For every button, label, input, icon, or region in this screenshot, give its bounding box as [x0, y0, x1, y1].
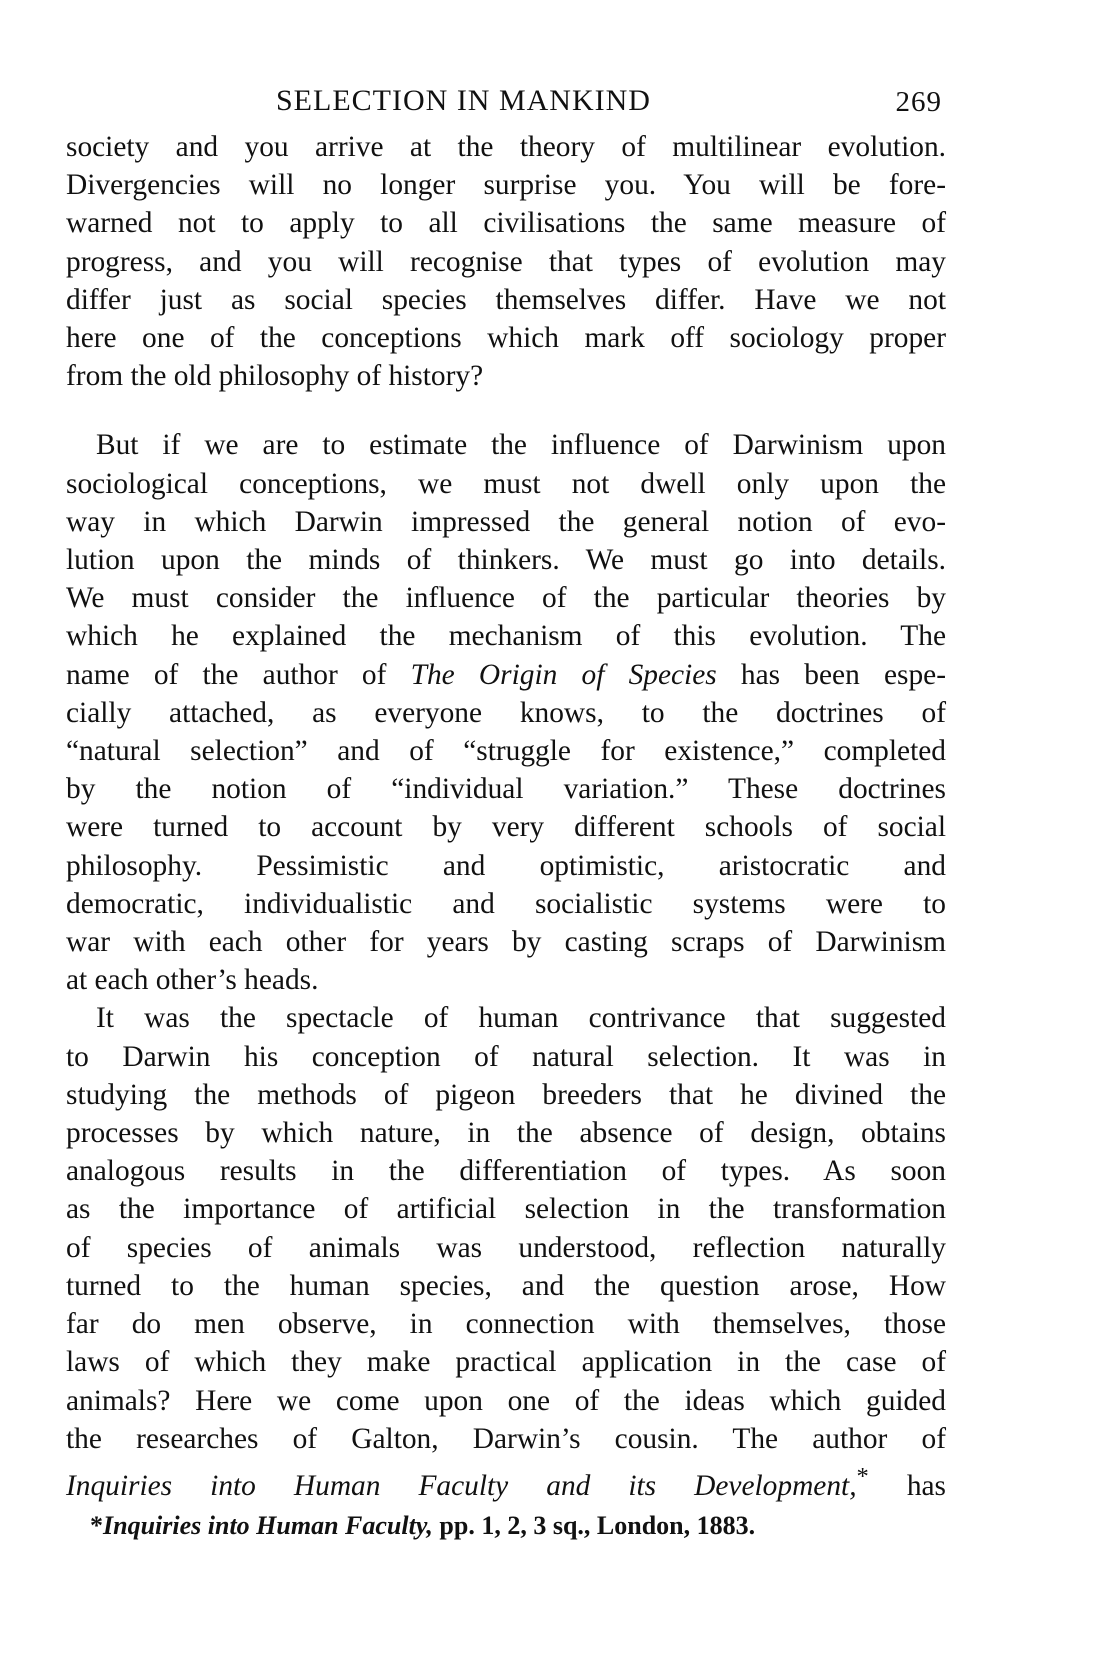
- text-line: analogous results in the differentiation of types. As soon: [66, 1155, 946, 1188]
- footnote-marker: *: [856, 1462, 869, 1490]
- text-line: far do men observe, in connection with themselves, those: [66, 1308, 946, 1341]
- text-line: democratic, individualistic and socialistic systems were to: [66, 887, 946, 920]
- book-title-inquiries: Inquiries into Human Faculty and its Development,: [66, 1469, 857, 1502]
- footnote-marker: *: [90, 1510, 103, 1540]
- paragraph-3: [66, 999, 946, 1504]
- text-line-with-title: [66, 656, 946, 694]
- footnote: [66, 1511, 946, 1541]
- paragraph-1: [66, 128, 946, 395]
- text-line: way in which Darwin impressed the general notion of evo-: [66, 505, 946, 538]
- text-line: cially attached, as everyone knows, to the doctrines of: [66, 696, 946, 729]
- text-line: progress, and you will recognise that types of evolution may: [66, 245, 946, 278]
- text-line: sociological conceptions, we must not dwell only upon the: [66, 467, 946, 500]
- text-line: laws of which they make practical application in the case of: [66, 1346, 946, 1379]
- footnote-title: Inquiries into Human Faculty,: [103, 1510, 433, 1540]
- footnote-text: pp. 1, 2, 3 sq., London, 1883.: [432, 1510, 756, 1540]
- text-line-with-title: [66, 1458, 946, 1505]
- text-line: processes by which nature, in the absence of design, obtains: [66, 1117, 946, 1150]
- text-line: which he explained the mechanism of this evolution. The: [66, 620, 946, 653]
- text-line: lution upon the minds of thinkers. We must go into details.: [66, 544, 946, 577]
- paragraph-gap: [66, 395, 946, 426]
- text-line: It was the spectacle of human contrivance that suggested: [96, 1002, 946, 1035]
- text-line: turned to the human species, and the question arose, How: [66, 1269, 946, 1302]
- text-line: at each other’s heads.: [66, 964, 319, 997]
- text-line: society and you arrive at the theory of multilinear evolution.: [66, 131, 946, 163]
- text-line: to Darwin his conception of natural selection. It was in: [66, 1040, 946, 1073]
- text-line: Divergencies will no longer surprise you. You will be fore-: [66, 169, 946, 202]
- text-line: of species of animals was understood, reflection naturally: [66, 1231, 946, 1264]
- text-line: philosophy. Pessimistic and optimistic, aristocratic and: [66, 849, 946, 882]
- text-line: as the importance of artificial selection in the transformation: [66, 1193, 946, 1226]
- text-line: by the notion of “individual variation.” These doctrines: [66, 773, 946, 806]
- text-line: But if we are to estimate the influence of Darwinism upon: [96, 429, 946, 462]
- book-page: [66, 84, 946, 1541]
- text-line: We must consider the influence of the particular theories by: [66, 582, 946, 615]
- paragraph-2: [66, 426, 946, 999]
- text-span: has been espe-: [716, 658, 946, 691]
- text-span: name of the author of: [66, 658, 411, 691]
- text-line: from the old philosophy of history?: [66, 360, 484, 393]
- text-line: differ just as social species themselves differ. Have we not: [66, 283, 946, 316]
- text-line: “natural selection” and of “struggle for existence,” completed: [66, 735, 946, 768]
- text-span: has: [868, 1469, 946, 1502]
- text-line: here one of the conceptions which mark off sociology proper: [66, 322, 946, 355]
- page-number: 269: [895, 86, 942, 118]
- running-title: SELECTION IN MANKIND: [276, 84, 651, 117]
- running-head: [66, 84, 946, 128]
- text-line: war with each other for years by casting scraps of Darwinism: [66, 926, 946, 959]
- text-line: studying the methods of pigeon breeders that he divined the: [66, 1078, 946, 1111]
- text-line: warned not to apply to all civilisations the same measure of: [66, 207, 946, 240]
- text-line: the researches of Galton, Darwin’s cousin. The author of: [66, 1422, 946, 1455]
- text-line: were turned to account by very different schools of social: [66, 811, 946, 844]
- book-title-origin-of-species: The Origin of Species: [410, 658, 717, 691]
- text-line: animals? Here we come upon one of the ideas which guided: [66, 1384, 946, 1417]
